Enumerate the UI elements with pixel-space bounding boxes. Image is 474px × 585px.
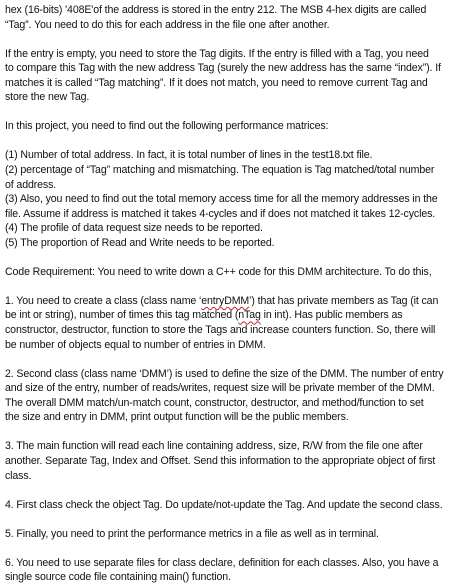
metrics-list — [5, 148, 469, 250]
text-line — [5, 308, 469, 323]
text-line: hex (16-bits) '408E'of the address is stored in the entry 212. The MSB 4-hex digits are called — [5, 4, 427, 16]
text-line: store the new Tag. — [5, 91, 90, 104]
metrics-intro-paragraph — [5, 119, 469, 134]
step-5-paragraph — [5, 527, 469, 542]
text-line: constructor, destructor, function to store the Tags and increase counters function. So, there will — [5, 324, 436, 337]
text-line: and size of the entry, number of reads/writes, request size will be private member of the DMM. — [5, 382, 435, 395]
intro-paragraph — [5, 3, 469, 32]
text-line: The overall DMM match/un-match count, constructor, destructor, and method/function to set — [5, 396, 424, 409]
text-line: the size and entry in DMM, print output function will be the public members. — [5, 411, 349, 424]
metric-item-3: (3) Also, you need to find out the total memory access time for all the memory addresses in the — [5, 193, 438, 206]
text-line: If the entry is empty, you need to store the Tag digits. If the entry is filled with a Tag, you need — [5, 47, 429, 60]
text-fragment: in int). Has public members as — [260, 309, 403, 322]
text-line: In this project, you need to find out the following performance matrices: — [5, 120, 329, 133]
empty-entry-paragraph — [5, 47, 469, 105]
step-3-paragraph — [5, 439, 469, 483]
metric-item-2-cont: of address. — [5, 178, 57, 191]
metric-item-1: (1) Number of total address. In fact, it is total number of lines in the test18.txt file. — [5, 149, 373, 162]
text-line: 4. First class check the object Tag. Do update/not-update the Tag. And update the second class. — [5, 498, 443, 511]
step-6-paragraph — [5, 556, 469, 585]
text-fragment: 1. You need to create a class (class name ‘ — [5, 294, 202, 307]
spellcheck-word-entrydmm: entryDMM — [201, 294, 250, 307]
metric-item-5: (5) The proportion of Read and Write needs to be reported. — [5, 236, 275, 249]
code-requirement-paragraph — [5, 265, 469, 280]
text-line: matches it is called “Tag matching”. If it does not match, you need to remove current Tag and — [5, 76, 428, 89]
text-line: 3. The main function will read each line containing address, size, R/W from the file one after — [5, 440, 423, 453]
text-line: Code Requirement: You need to write down a C++ code for this DMM architecture. To do this, — [5, 265, 432, 278]
text-line: to compare this Tag with the new address Tag (surely the new address has the same “index”). If — [5, 62, 441, 75]
text-line: “Tag”. You need to do this for each address in the file one after another. — [5, 18, 330, 31]
text-line: single source code file containing main() function. — [5, 571, 231, 584]
spellcheck-word-ntag: nTag — [238, 309, 261, 322]
metric-item-2: (2) percentage of “Tag” matching and mismatching. The equation is Tag matched/total number — [5, 163, 435, 176]
text-fragment: be int or string), number of times this tag matched ( — [5, 309, 239, 322]
text-line: class. — [5, 469, 32, 482]
step-2-paragraph — [5, 367, 469, 425]
step-4-paragraph — [5, 498, 469, 513]
metric-item-3-cont: file. Assume if address is matched it takes 4-cycles and if does not matched it takes 12-cycles. — [5, 207, 436, 220]
text-fragment: ’) that has private members as Tag (it can — [249, 294, 439, 307]
text-line: 5. Finally, you need to print the performance metrics in a file as well as in terminal. — [5, 527, 379, 540]
text-line: another. Separate Tag, Index and Offset. Send this information to the appropriate object of first — [5, 454, 436, 467]
step-1-paragraph — [5, 294, 469, 352]
text-line: 6. You need to use separate files for class declare, definition for each classes. Also, you have a — [5, 556, 439, 569]
text-line — [5, 294, 469, 309]
text-line: be number of objects equal to number of entries in DMM. — [5, 338, 266, 351]
metric-item-4: (4) The profile of data request size needs to be reported. — [5, 222, 263, 235]
text-line: 2. Second class (class name ‘DMM’) is used to define the size of the DMM. The number of entry — [5, 367, 444, 380]
